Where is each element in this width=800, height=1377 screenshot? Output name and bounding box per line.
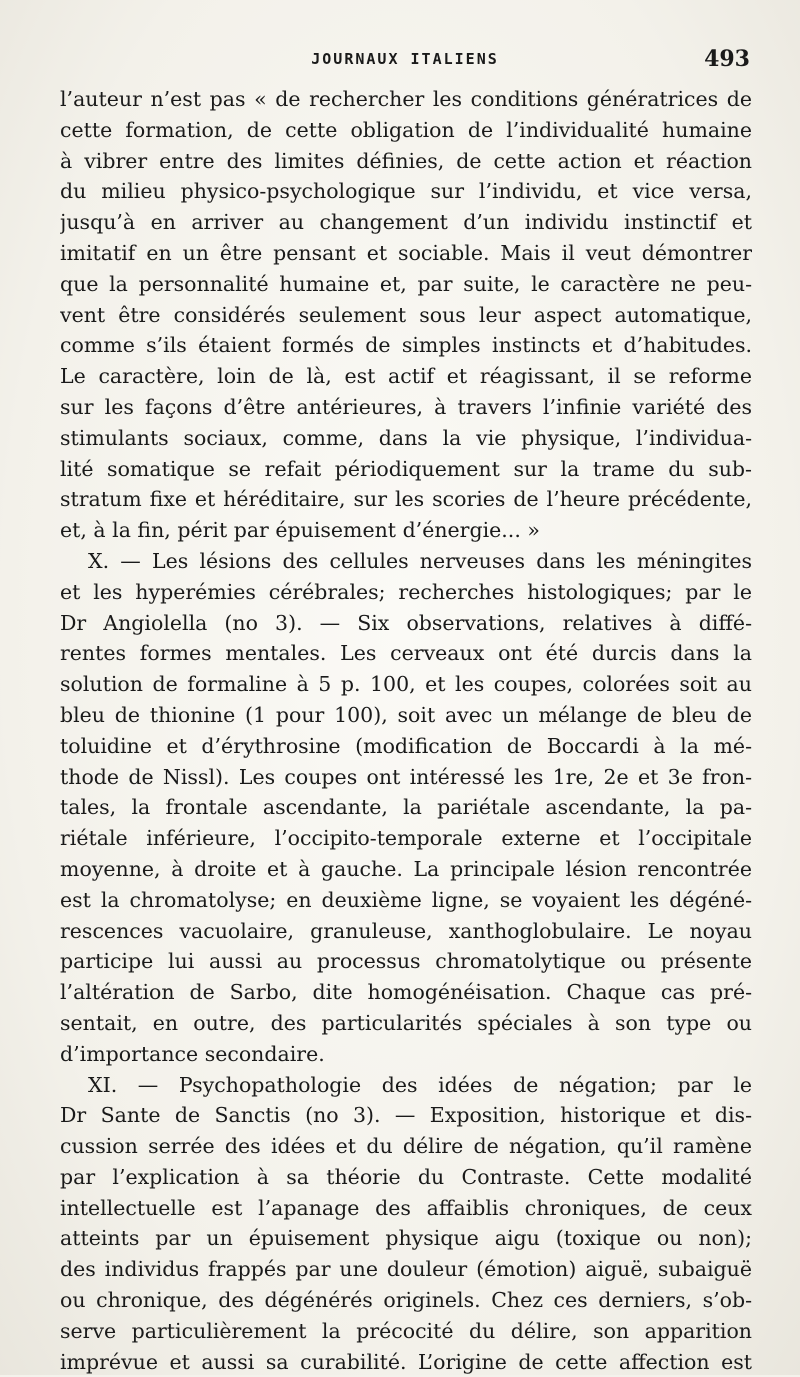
text-line: des individus frappés par une douleur (émotion) aiguë, subaiguë [60, 1257, 752, 1282]
text-line: par l’explication à sa théorie du Contraste. Cette modalité [60, 1164, 752, 1189]
text-line: rentes formes mentales. Les cerveaux ont été durcis dans la [60, 641, 752, 666]
text-line: thode de Nissl). Les coupes ont intéressé les 1re, 2e et 3e fron- [60, 764, 752, 789]
text-line: cussion serrée des idées et du délire de négation, qu’il ramène [60, 1134, 752, 1159]
running-title: JOURNAUX ITALIENS [311, 50, 499, 68]
text-line: riétale inférieure, l’occipito-temporale externe et l’occipitale [60, 826, 752, 851]
text-line: Dr Angiolella (no 3). — Six observations, relatives à diffé- [60, 610, 752, 635]
text-line: bleu de thionine (1 pour 100), soit avec un mélange de bleu de [60, 702, 752, 727]
text-line: moyenne, à droite et à gauche. La principale lésion rencontrée [60, 856, 752, 881]
text-line: serve particulièrement la précocité du délire, son apparition [60, 1318, 752, 1343]
text-line: à vibrer entre des limites définies, de cette action et réaction [60, 148, 752, 173]
page-number: 493 [704, 46, 750, 72]
text-line: que la personnalité humaine et, par suite, le caractère ne peu- [60, 271, 752, 296]
body-text [60, 84, 752, 1377]
text-line: lité somatique se refait périodiquement sur la trame du sub- [60, 456, 752, 481]
text-line: Dr Sante de Sanctis (no 3). — Exposition, historique et dis- [60, 1103, 752, 1128]
text-line: tales, la frontale ascendante, la pariétale ascendante, la pa- [60, 795, 752, 820]
text-line: comme s’ils étaient formés de simples instincts et d’habitudes. [60, 333, 752, 358]
text-line: stimulants sociaux, comme, dans la vie physique, l’individua- [60, 425, 752, 450]
running-header [60, 44, 750, 78]
text-line: jusqu’à en arriver au changement d’un individu instinctif et [60, 210, 752, 235]
text-line: solution de formaline à 5 p. 100, et les coupes, colorées soit au [60, 672, 752, 697]
text-line: Le caractère, loin de là, est actif et réagissant, il se reforme [60, 364, 752, 389]
text-line: cette formation, de cette obligation de l’individualité humaine [60, 117, 752, 142]
text-line: rescences vacuolaire, granuleuse, xanthoglobulaire. Le noyau [60, 918, 752, 943]
text-line: sentait, en outre, des particularités spéciales à son type ou [60, 1010, 752, 1035]
text-line: sur les façons d’être antérieures, à travers l’infinie variété des [60, 394, 752, 419]
text-line: toluidine et d’érythrosine (modification de Boccardi à la mé- [60, 733, 752, 758]
text-line: ou chronique, des dégénérés originels. Chez ces derniers, s’ob- [60, 1288, 752, 1313]
text-line: imprévue et aussi sa curabilité. L’origine de cette affection est [60, 1349, 752, 1374]
text-line: XI. — Psychopathologie des idées de négation; par le [88, 1072, 752, 1097]
text-line: participe lui aussi au processus chromatolytique ou présente [60, 949, 752, 974]
text-line: atteints par un épuisement physique aigu (toxique ou non); [60, 1226, 752, 1251]
text-line: imitatif en un être pensant et sociable. Mais il veut démontrer [60, 240, 752, 265]
text-line: l’altération de Sarbo, dite homogénéisation. Chaque cas pré- [60, 980, 752, 1005]
text-line: d’importance secondaire. [60, 1041, 325, 1066]
text-line: et, à la fin, périt par épuisement d’énergie... » [60, 518, 540, 543]
text-line: X. — Les lésions des cellules nerveuses dans les méningites [88, 548, 752, 573]
text-line: vent être considérés seulement sous leur aspect automatique, [60, 302, 752, 327]
text-line: l’auteur n’est pas « de rechercher les conditions génératrices de [60, 87, 752, 111]
text-line: du milieu physico-psychologique sur l’individu, et vice versa, [60, 179, 752, 204]
text-line: stratum fixe et héréditaire, sur les scories de l’heure précédente, [60, 487, 752, 512]
text-line: est la chromatolyse; en deuxième ligne, se voyaient les dégéné- [60, 887, 752, 912]
text-line: intellectuelle est l’apanage des affaiblis chroniques, de ceux [60, 1195, 752, 1220]
text-line: et les hyperémies cérébrales; recherches histologiques; par le [60, 579, 752, 604]
